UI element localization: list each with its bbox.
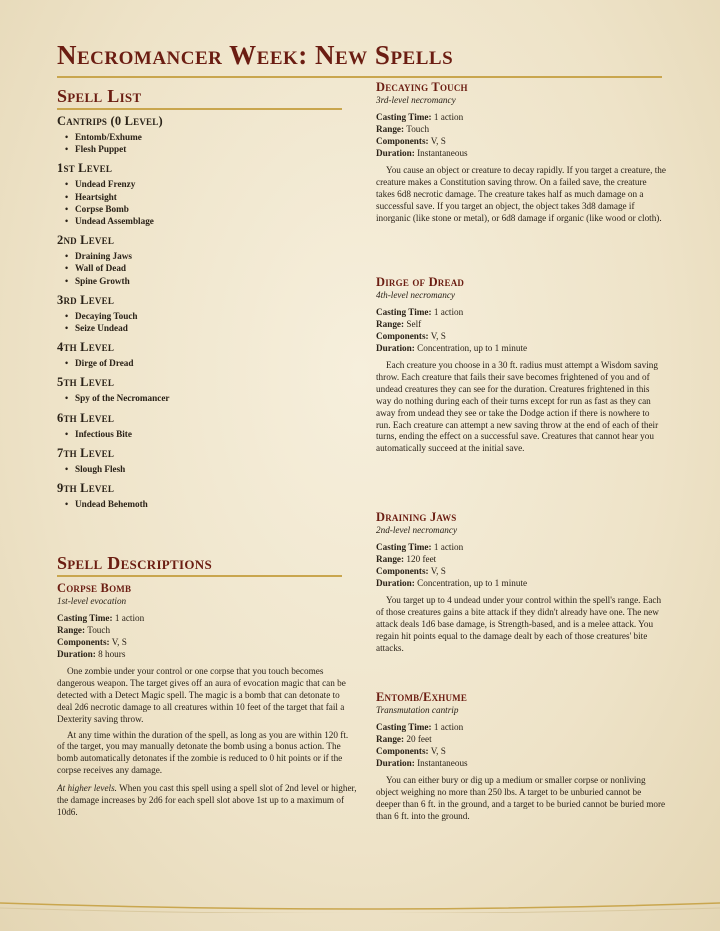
spell-entry-dirge-of-dread xyxy=(376,275,666,455)
spell-level-heading: Cantrips (0 Level) xyxy=(57,114,163,128)
spell-list-item: • Heartsight xyxy=(75,191,357,203)
spell-type: 4th-level necromancy xyxy=(376,290,455,300)
spell-level-list xyxy=(57,428,357,440)
spell-list-item: • Entomb/Exhume xyxy=(75,131,357,143)
spell-entry-decaying-touch xyxy=(376,80,666,225)
spell-list-item: • Slough Flesh xyxy=(75,463,357,475)
spell-level-list xyxy=(57,463,357,475)
spell-list-item: • Draining Jaws xyxy=(75,250,357,262)
range: Range: 20 feet xyxy=(376,734,432,744)
spell-list-item: • Flesh Puppet xyxy=(75,143,357,155)
page-title: Necromancer Week: New Spells xyxy=(57,40,454,70)
range: Range: 120 feet xyxy=(376,554,437,564)
spell-list-item: • Decaying Touch xyxy=(75,310,357,322)
spell-level-list xyxy=(57,131,357,155)
spell-list-heading: Spell List xyxy=(57,86,142,106)
spell-list-item: • Undead Frenzy xyxy=(75,178,357,190)
spell-level-heading: 5th Level xyxy=(57,375,115,390)
spell-level-heading: 9th Level xyxy=(57,481,115,496)
spell-level-block xyxy=(57,411,357,440)
casting-time: Casting Time: 1 action xyxy=(376,307,464,317)
spell-level-block xyxy=(57,340,357,369)
page-footer-ornament xyxy=(0,899,720,913)
spell-description: Each creature you choose in a 30 ft. radius must attempt a Wisdom saving throw. Each creature that fails their save becomes frightened of you and of undead creatures they can see for the duration. Creatures frightened in this way do nothing during each of their turns except for run as fast as they can away from undead they see or take the Dodge action if there is nowhere to run. Each creature can attempt a new saving throw at the end of each of their turns, ending the effect on a successful save. Creatures that cannot hear you automatically succeed at the initial save. xyxy=(376,360,659,454)
spell-level-heading: 4th Level xyxy=(57,340,115,355)
spell-level-block xyxy=(57,446,357,475)
spell-level-block xyxy=(57,233,357,287)
spell-list-item: • Spine Growth xyxy=(75,275,357,287)
spell-list-rule xyxy=(57,108,342,110)
spell-description: You target up to 4 undead under your control within the spell's range. Each of those creatures gains a bite attack if they didn't already have one. The new attack deals 1d6 base damage, is Strength-based, and is a melee attack. You regain hit points equal to the damage dealt by each of those creatures' bite attacks. xyxy=(376,595,662,653)
spell-name: Corpse Bomb xyxy=(57,581,132,595)
components: Components: V, S xyxy=(376,566,446,576)
spell-level-block xyxy=(57,375,357,404)
range: Range: Touch xyxy=(57,625,111,635)
spell-list-item: • Dirge of Dread xyxy=(75,357,357,369)
casting-time: Casting Time: 1 action xyxy=(376,542,464,552)
spell-descriptions-heading: Spell Descriptions xyxy=(57,553,213,573)
spell-level-block xyxy=(57,161,357,227)
spell-list-item: • Undead Assemblage xyxy=(75,215,357,227)
spell-type: 1st-level evocation xyxy=(57,596,127,606)
spell-entry-draining-jaws xyxy=(376,510,666,655)
spell-level-list xyxy=(57,498,357,510)
spell-name: Decaying Touch xyxy=(376,80,468,94)
duration: Duration: Instantaneous xyxy=(376,758,468,768)
duration: Duration: Concentration, up to 1 minute xyxy=(376,578,528,588)
higher-levels: At higher levels. When you cast this spell using a spell slot of 2nd level or higher, the damage increases by 2d6 for each spell slot above 1st up to a maximum of 10d6. xyxy=(57,783,357,817)
components: Components: V, S xyxy=(376,136,446,146)
spell-level-list xyxy=(57,310,357,334)
duration: Duration: 8 hours xyxy=(57,649,126,659)
spell-entry-entomb-exhume xyxy=(376,690,666,823)
spell-level-heading: 1st Level xyxy=(57,161,113,176)
range: Range: Touch xyxy=(376,124,430,134)
spell-level-block xyxy=(57,481,357,510)
spell-level-heading: 6th Level xyxy=(57,410,115,425)
spell-level-block xyxy=(57,293,357,334)
spell-level-block xyxy=(57,114,357,155)
spell-level-heading: 7th Level xyxy=(57,445,115,460)
spell-level-list xyxy=(57,250,357,287)
spell-level-list xyxy=(57,357,357,369)
spell-description: At any time within the duration of the spell, as long as you are within 120 ft. of the target, you may manually detonate the bomb using a bonus action. The bomb automatically detonates if the zombie is reduced to 0 hit points or if the corpse receives any damage. xyxy=(57,729,349,776)
spell-type: 3rd-level necromancy xyxy=(376,95,456,105)
spell-list-item: • Corpse Bomb xyxy=(75,203,357,215)
spell-level-heading: 3rd Level xyxy=(57,292,115,307)
spell-description: One zombie under your control or one corpse that you touch becomes dangerous weapon. The target gives off an aura of evocation magic that can be detected with a Detect Magic spell. The magic is a bomb that can detonate to deal 2d6 necrotic damage to all creatures within 10 feet of the target that fail a Dexterity saving throw. xyxy=(57,666,346,724)
components: Components: V, S xyxy=(57,637,127,647)
spell-level-heading: 2nd Level xyxy=(57,233,115,248)
spell-level-list xyxy=(57,178,357,227)
spell-descriptions-rule xyxy=(57,575,342,577)
spell-list-item: • Wall of Dead xyxy=(75,262,357,274)
duration: Duration: Concentration, up to 1 minute xyxy=(376,343,528,353)
spell-name: Entomb/Exhume xyxy=(376,690,468,704)
spell-entry-corpse-bomb xyxy=(57,581,357,819)
spell-description: You cause an object or creature to decay rapidly. If you target a creature, the creature makes a Constitution saving throw. On a failed save, the creature takes 6d8 necrotic damage. The creature takes half as much damage on a successful save. If you target an object, the object takes 3d8 damage if inorganic (like stone or metal), or 6d8 damage if organic (like wood or cloth). xyxy=(376,165,666,223)
spell-list-item: • Undead Behemoth xyxy=(75,498,357,510)
casting-time: Casting Time: 1 action xyxy=(376,722,464,732)
spell-level-list xyxy=(57,392,357,404)
spell-list-item: • Spy of the Necromancer xyxy=(75,392,357,404)
spell-type: 2nd-level necromancy xyxy=(376,525,458,535)
spell-type: Transmutation cantrip xyxy=(376,705,459,715)
spell-name: Draining Jaws xyxy=(376,510,457,524)
spell-levels xyxy=(57,114,357,510)
spell-list xyxy=(57,86,357,516)
components: Components: V, S xyxy=(376,331,446,341)
components: Components: V, S xyxy=(376,746,446,756)
casting-time: Casting Time: 1 action xyxy=(57,613,145,623)
spell-description: You can either bury or dig up a medium or smaller corpse or nonliving object weighing no more than 250 lbs. A target to be unburied cannot be deeper than 6 ft. in the ground, and a target to be buried cannot be buried more than 6 ft. into the ground. xyxy=(376,775,666,821)
duration: Duration: Instantaneous xyxy=(376,148,468,158)
spell-list-item: • Seize Undead xyxy=(75,322,357,334)
spell-name: Dirge of Dread xyxy=(376,275,465,289)
title-rule xyxy=(57,76,662,78)
spell-descriptions xyxy=(57,553,357,819)
range: Range: Self xyxy=(376,319,422,329)
casting-time: Casting Time: 1 action xyxy=(376,112,464,122)
spell-list-item: • Infectious Bite xyxy=(75,428,357,440)
